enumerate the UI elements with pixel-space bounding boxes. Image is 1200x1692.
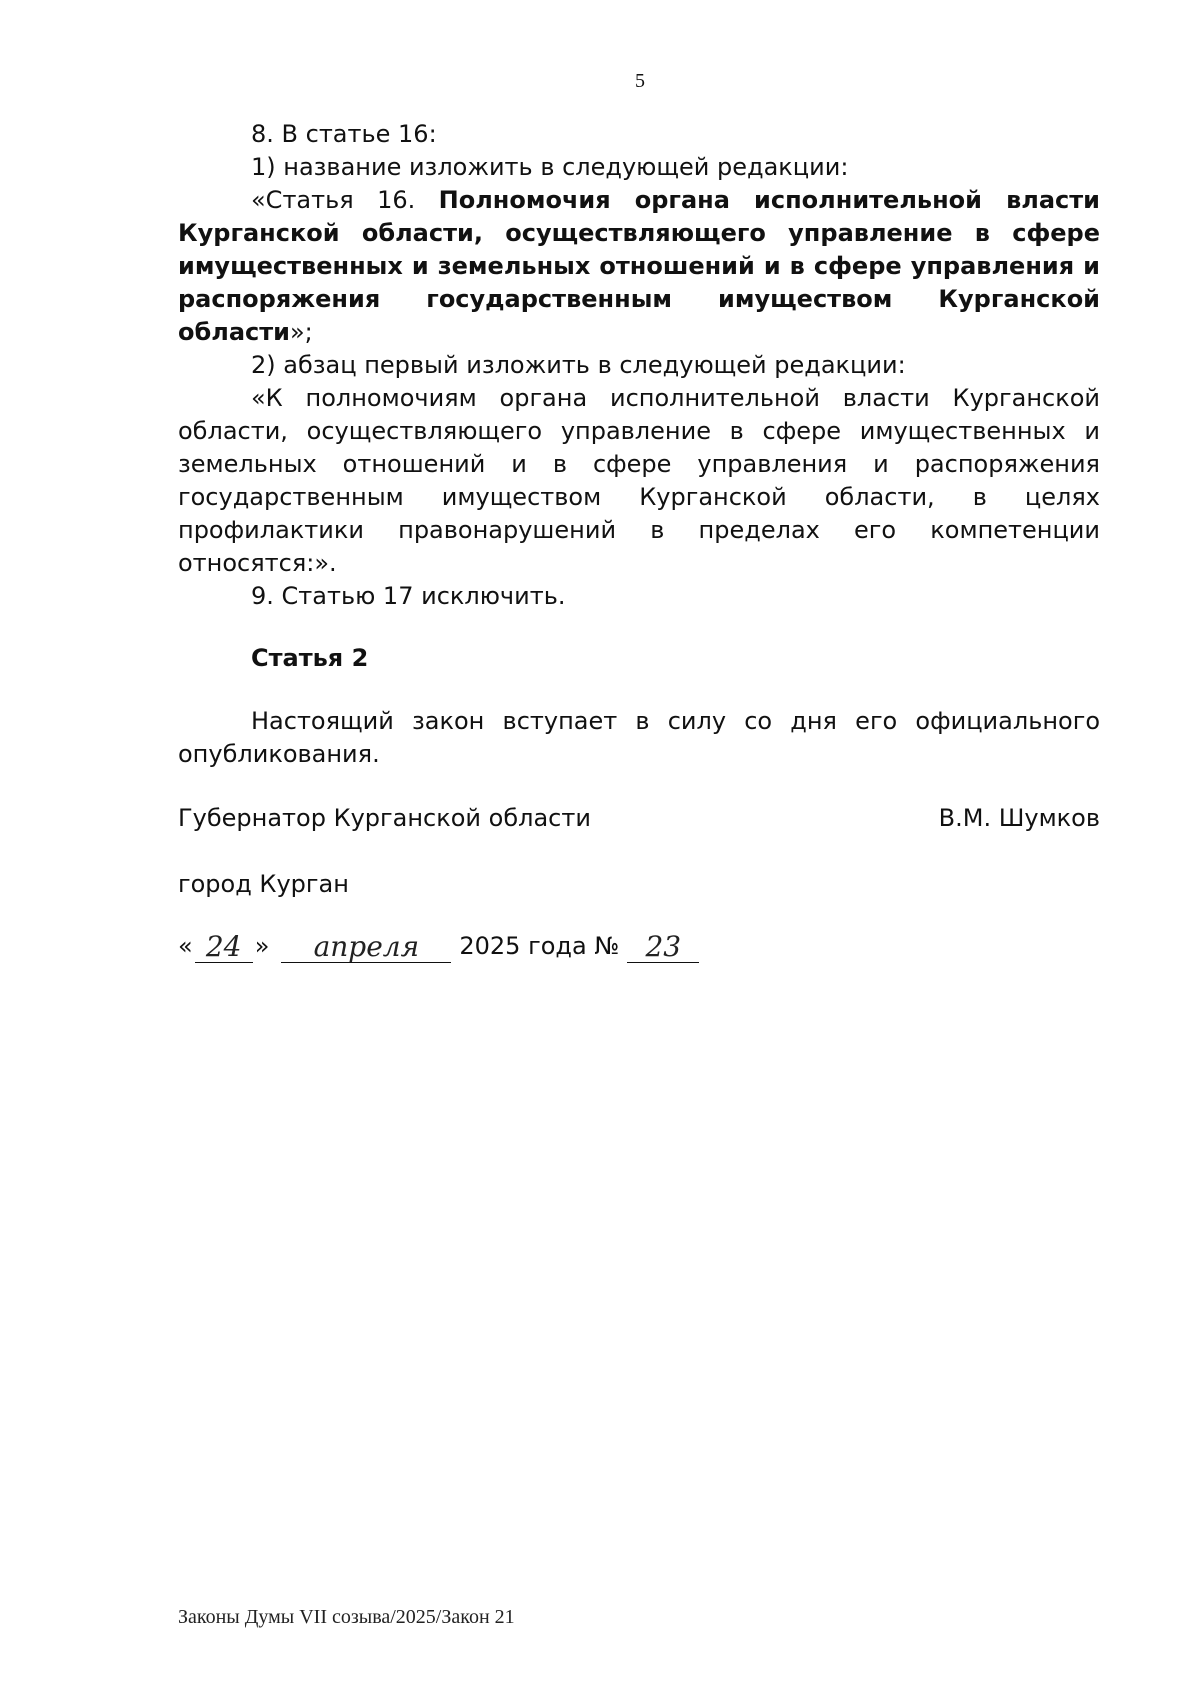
city: город Курган	[178, 870, 349, 898]
governor-name: В.М. Шумков	[938, 804, 1100, 832]
handwritten-number: 23	[627, 932, 699, 963]
amendment-item-8: 8. В статье 16:	[251, 120, 437, 148]
handwritten-month: апреля	[281, 932, 451, 963]
amendment-subitem-2: 2) абзац первый изложить в следующей редакции:	[251, 351, 906, 379]
article-16-new-title	[178, 184, 1100, 349]
handwritten-day: 24	[195, 932, 253, 963]
signature-block	[178, 802, 1100, 835]
year-text: 2025 года №	[459, 932, 620, 960]
title-prefix: «Статья 16.	[251, 186, 439, 214]
article-2-heading: Статья 2	[251, 644, 369, 672]
title-suffix: »;	[289, 318, 313, 346]
article-2-text: Настоящий закон вступает в силу со дня его официального опубликования.	[178, 707, 1100, 768]
date-line	[178, 930, 701, 963]
close-quote: »	[254, 932, 270, 960]
title-bold-text: Полномочия органа исполнительной власти Курганской области, осуществляющего управление в сфере имущественных и земельных отношений и в сфере управления и распоряжения государственным имуществом Курганской области	[178, 186, 1100, 346]
document-body	[178, 118, 1100, 771]
page-number: 5	[635, 70, 645, 92]
paragraph-quote: «К полномочиям органа исполнительной власти Курганской области, осуществляющего управление в сфере имущественных и земельных отношений и в сфере управления и распоряжения государственным имуществом Курганской области, в целях профилактики правонарушений в пределах его компетенции относятся:».	[178, 384, 1100, 577]
amendment-subitem-1: 1) название изложить в следующей редакции:	[251, 153, 849, 181]
governor-title: Губернатор Курганской области	[178, 804, 591, 832]
amendment-item-9: 9. Статью 17 исключить.	[251, 582, 566, 610]
footer-path: Законы Думы VII созыва/2025/Закон 21	[178, 1606, 515, 1628]
open-quote: «	[178, 932, 193, 960]
